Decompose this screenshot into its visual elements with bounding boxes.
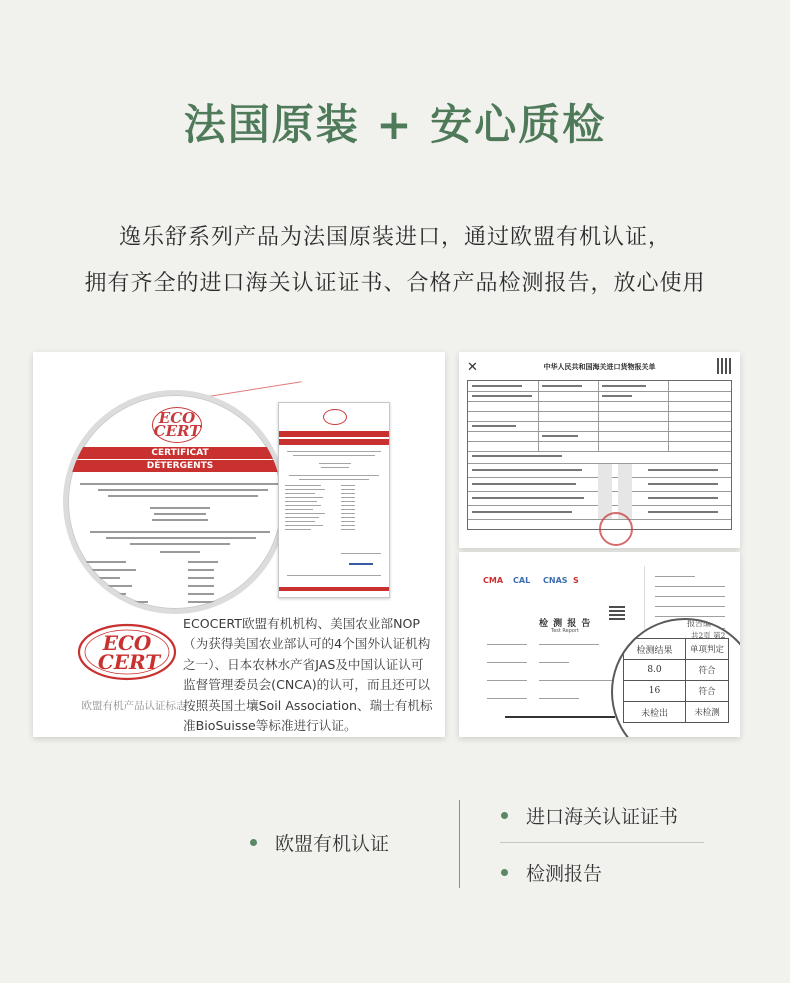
test-report-subtitle: Test Report bbox=[551, 628, 580, 634]
table-row: 未检出 未检测 bbox=[624, 702, 729, 723]
report-number-label: 报告编号: 0 bbox=[687, 619, 730, 628]
customs-doc-title: 中华人民共和国海关进口货物报关单 bbox=[543, 363, 656, 371]
ecocert-logo-caption: 欧盟有机产品认证标志 bbox=[81, 700, 187, 712]
tools-icon: ✕ bbox=[467, 360, 478, 375]
customs-declaration-panel bbox=[459, 352, 740, 548]
table-row bbox=[624, 639, 729, 660]
ecocert-logo-small: ECO CERT bbox=[152, 407, 202, 443]
test-report-panel bbox=[459, 552, 740, 737]
ecocert-certificate-panel bbox=[33, 352, 445, 737]
customs-stamp bbox=[599, 512, 633, 546]
table-row: 8.0 符合 bbox=[624, 660, 729, 681]
bullet-dot-icon bbox=[501, 869, 508, 876]
horizontal-divider bbox=[500, 842, 704, 843]
ecocert-description: ECOCERT欧盟有机机构、美国农业部NOP（为获得美国农业部认可的4个国外认证机构之一）、日本农林水产省JAS及中国认证认可监督管理委员会(CNCA)的认可，而且还可以按照英国土壤Soil Association、瑞士有机标准BioSuisse等标准进行认证。 bbox=[183, 616, 433, 734]
certificat-band: CERTIFICAT bbox=[68, 447, 287, 459]
ecocert-logo-mini bbox=[323, 409, 347, 425]
page-counter: 共2页 第2 bbox=[691, 631, 726, 640]
test-result-table bbox=[623, 638, 729, 723]
bullet-customs-cert: 进口海关认证证书 bbox=[501, 802, 678, 829]
seal-mark-icon: S bbox=[573, 576, 579, 585]
bullet-test-report: 检测报告 bbox=[501, 859, 602, 886]
judgement-header: 单项判定 bbox=[686, 639, 729, 660]
intro-line-1: 逸乐舒系列产品为法国原装进口，通过欧盟有机认证， bbox=[118, 225, 671, 250]
cma-mark-icon: CMA bbox=[483, 576, 504, 585]
result-header: 检测结果 bbox=[624, 639, 686, 660]
page-title: 法国原装 + 安心质检 bbox=[183, 100, 607, 149]
svg-text:ECO: ECO bbox=[102, 631, 152, 655]
intro-line-2: 拥有齐全的进口海关认证证书、合格产品检测报告，放心使用 bbox=[84, 271, 706, 296]
certificate-magnifier bbox=[63, 390, 287, 614]
cal-mark-icon: CAL bbox=[513, 576, 531, 585]
test-report-title: 检 测 报 告 bbox=[539, 619, 592, 629]
customs-doc-table bbox=[467, 380, 732, 530]
detergents-band: DÉTERGENTS bbox=[68, 460, 287, 472]
vertical-divider bbox=[459, 800, 460, 888]
svg-text:CERT: CERT bbox=[97, 650, 161, 674]
bullet-dot-icon bbox=[250, 839, 257, 846]
qr-code-icon bbox=[717, 358, 733, 374]
qr-code-icon bbox=[609, 604, 625, 620]
ecocert-logo bbox=[73, 620, 181, 684]
certificate-document-thumbnail bbox=[278, 402, 390, 598]
table-row: 16 符合 bbox=[624, 681, 729, 702]
bullet-eu-organic: 欧盟有机认证 bbox=[250, 829, 389, 856]
cnas-mark-icon: CNAS bbox=[543, 576, 568, 585]
bullet-dot-icon bbox=[501, 812, 508, 819]
